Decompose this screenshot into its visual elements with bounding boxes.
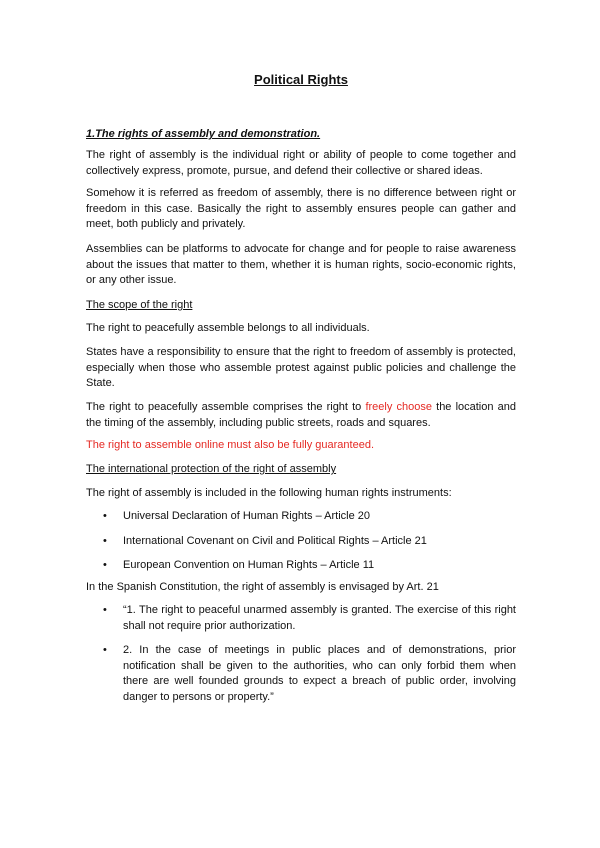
list-item: • International Covenant on Civil and Political Rights – Article 21	[86, 534, 516, 550]
paragraph-definition: The right of assembly is the individual right or ability of people to come together and collectively express, promote, pursue, and defend their collective or shared ideas.	[86, 149, 516, 177]
paragraph-scope-individuals: The right to peacefully assemble belongs to all individuals.	[86, 322, 370, 334]
paragraph-freedom: Somehow it is referred as freedom of assembly, there is no difference between right or freedom in this case. Basically the right to assembly ensures people can gather and meet, both publicly and privately.	[86, 187, 516, 230]
list-item: • Universal Declaration of Human Rights – Article 20	[86, 509, 516, 525]
instruments-list	[86, 509, 516, 574]
paragraph-location-timing	[86, 400, 516, 431]
list-item: • European Convention on Human Rights – Article 11	[86, 558, 516, 574]
list-item: • “1. The right to peaceful unarmed assembly is granted. The exercise of this right shall not require prior authorization.	[86, 603, 516, 634]
section-heading: 1.The rights of assembly and demonstration.	[86, 128, 321, 140]
constitution-list	[86, 603, 516, 705]
list-item: • 2. In the case of meetings in public places and of demonstrations, prior notification shall be given to the authorities, who can only forbid them when there are well founded grounds to expect a breach of public order, involving danger to persons or property.”	[86, 643, 516, 705]
paragraph-spanish-constitution: In the Spanish Constitution, the right of assembly is envisaged by Art. 21	[86, 581, 439, 593]
subheading-scope: The scope of the right	[86, 299, 193, 311]
subheading-international: The international protection of the right of assembly	[86, 463, 337, 475]
paragraph-platforms: Assemblies can be platforms to advocate for change and for people to raise awareness about the issues that matter to them, whether it is human rights, socio-economic rights, or any other issue.	[86, 243, 516, 286]
highlight-freely-choose: freely choose	[365, 401, 432, 413]
text-segment: the location and the timing of the assembly, including public streets, roads and squares.	[86, 401, 516, 429]
text-segment: The right to peacefully assemble comprises the right to	[86, 401, 366, 413]
paragraph-state-responsibility: States have a responsibility to ensure that the right to freedom of assembly is protected, especially when those who assemble protest against public policies and challenge the State.	[86, 346, 516, 389]
paragraph-instruments-intro: The right of assembly is included in the following human rights instruments:	[86, 487, 452, 499]
page-title: Political Rights	[254, 72, 348, 87]
paragraph-online-assembly: The right to assemble online must also be fully guaranteed.	[86, 439, 374, 451]
